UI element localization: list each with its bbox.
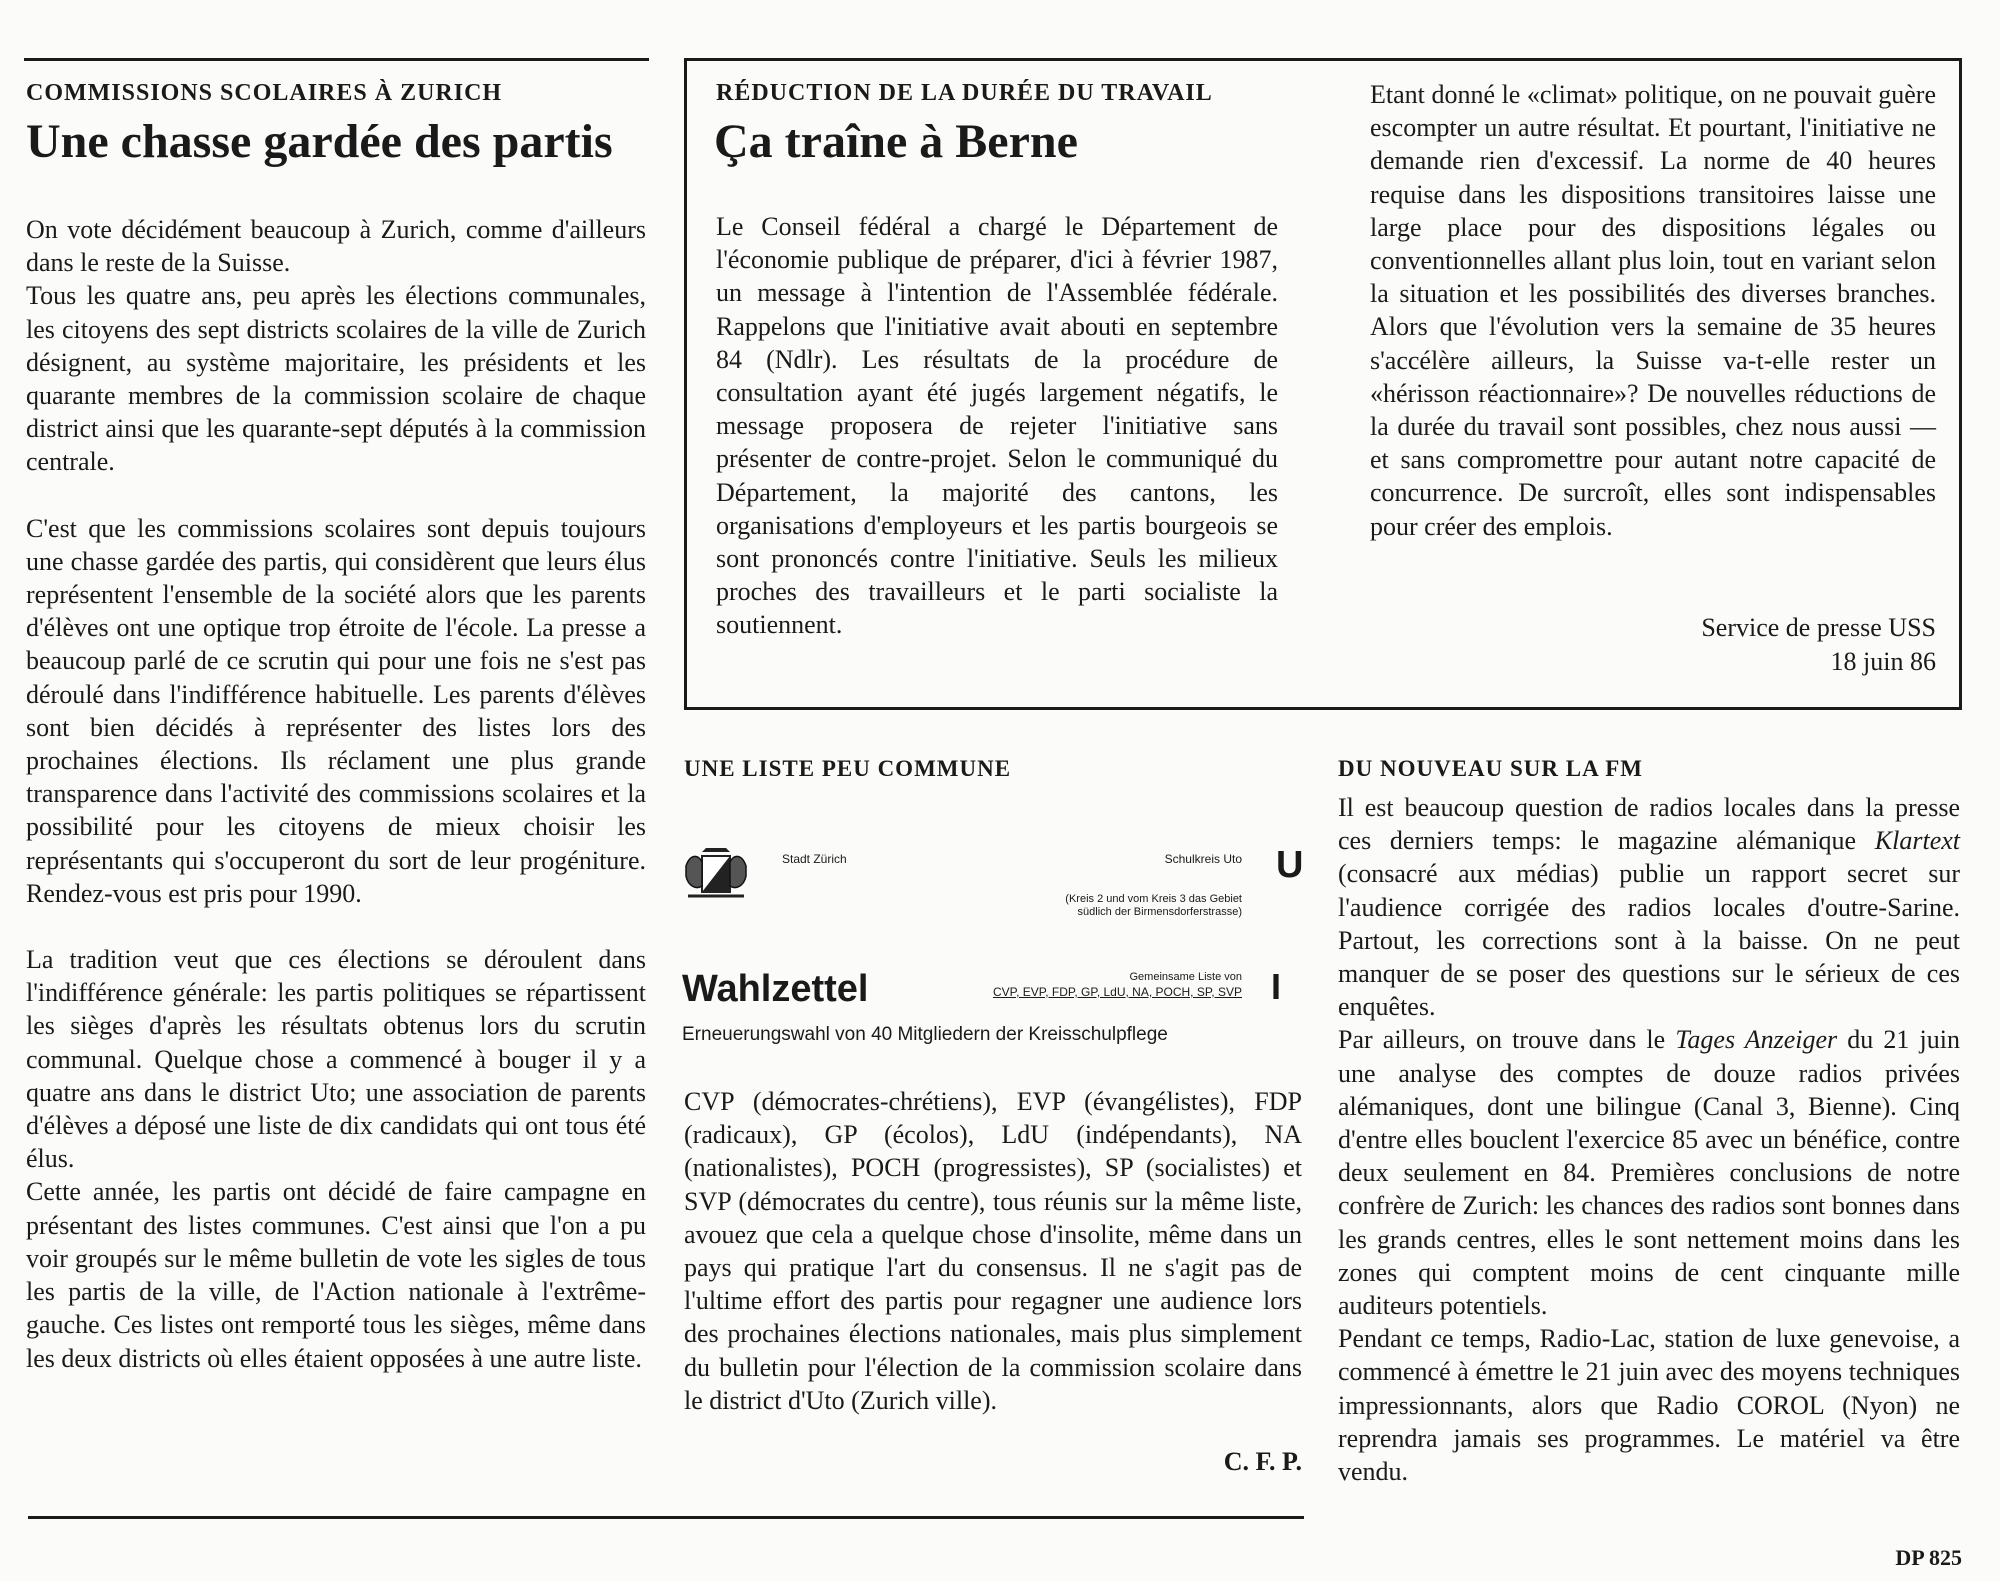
ballot-area-note-1: (Kreis 2 und vom Kreis 3 das Gebiet xyxy=(1065,893,1242,905)
right-paragraph: Pendant ce temps, Radio-Lac, station de luxe genevoise, a commencé à émettre le 21 juin avec des moyens techniques impressionnants, alors que Radio COROL (Nyon) ne reprendra jamais ses programmes. Le matériel va être vendu. xyxy=(1338,1324,1960,1487)
left-paragraph: On vote décidément beaucoup à Zurich, comme d'ailleurs dans le reste de la Suisse. xyxy=(26,215,646,278)
left-kicker: COMMISSIONS SCOLAIRES À ZURICH xyxy=(26,80,503,106)
right-paragraph: Il est beaucoup question de radios locales dans la presse ces derniers temps: le magazine alémanique Klartext (consacré aux médias) publie un rapport secret sur l'audience corrigée des radios locales d'outre-Sarine. Partout, les corrections sont à la baisse. On ne peut manquer de se poser des questions sur le sérieux de ces enquêtes. xyxy=(1338,793,1960,1022)
ballot-title: Wahlzettel xyxy=(682,968,869,1010)
ballot-letter: U xyxy=(1276,844,1304,886)
middle-body: CVP (démocrates-chrétiens), EVP (évangélistes), FDP (radicaux), GP (écolos), LdU (indépendants), NA (nationalistes), POCH (progressistes), SP (socialistes) et SVP (démocrates du centre), tous réunis sur la même liste, avouez que cela a quelque chose d'insolite, même dans un pays qui pratique l'art du consensus. Il ne s'agit pas de l'ultime effort des partis pour regagner une audience lors des prochaines élections nationales, mais plus simplement du bulletin pour l'élection de la commission scolaire dans le district d'Uto (Zurich ville). xyxy=(684,1087,1302,1415)
middle-signature: C. F. P. xyxy=(1223,1447,1302,1476)
right-body xyxy=(1338,791,1960,1488)
ballot-subtitle: Erneuerungswahl von 40 Mitgliedern der Kreisschulpflege xyxy=(682,1024,1168,1045)
left-paragraph: Cette année, les partis ont décidé de faire campagne en présentant des listes communes. C'est ainsi que l'on a pu voir groupés sur le même bulletin de vote les sigles de tous les partis de la ville, de l'Action nationale à l'extrême-gauche. Ces listes ont remporté tous les sièges, même dans les deux districts où elles étaient opposées à une autre liste. xyxy=(26,1177,646,1373)
right-kicker: DU NOUVEAU SUR LA FM xyxy=(1338,756,1643,781)
box-headline: Ça traîne à Berne xyxy=(714,115,1078,168)
left-paragraph: C'est que les commissions scolaires sont depuis toujours une chasse gardée des partis, qui considèrent que leurs élus représentent l'ensemble de la société alors que les parents d'élèves ont une optique trop étroite de l'école. La presse a beaucoup parlé de ce scrutin qui pour une fois ne s'est pas déroulé dans l'indifférence habituelle. Les parents d'élèves sont bien décidés à représenter des listes lors des prochaines élections. Ils réclament une plus grande transparence dans l'activité des commissions scolaires et la possibilité pour les citoyens de mieux choisir les représentants qui s'occuperont du sort de leur progéniture. Rendez-vous est pris pour 1990. xyxy=(26,513,646,908)
ballot-parties: CVP, EVP, FDP, GP, LdU, NA, POCH, SP, SVP xyxy=(992,985,1242,999)
ballot-city: Stadt Zürich xyxy=(782,852,847,866)
ballot-district: Schulkreis Uto xyxy=(1164,852,1242,866)
box-source: Service de presse USS xyxy=(1701,613,1936,642)
klartext-title: Klartext xyxy=(1874,826,1960,856)
left-headline: Une chasse gardée des partis xyxy=(26,115,613,168)
left-paragraph: La tradition veut que ces élections se déroulent dans l'indifférence générale: les partis politiques se répartissent les sièges d'après les résultats obtenus lors du scrutin communal. Quelque chose a commencé à bouger il y a quatre ans dans le district Uto; une association de parents d'élèves a déposé une liste de dix candidats qui ont tous été élus. xyxy=(26,945,646,1174)
zurich-crest-icon xyxy=(682,846,750,900)
ballot-area-note-2: südlich der Birmensdorferstrasse) xyxy=(1077,906,1242,918)
bottom-rule xyxy=(28,1516,1304,1519)
page-reference: DP 825 xyxy=(1895,1545,1962,1570)
left-body xyxy=(26,213,646,1375)
box-col1: Le Conseil fédéral a chargé le Département de l'économie publique de préparer, d'ici à février 1987, un message à l'intention de l'Assemblée fédérale. Rappelons que l'initiative avait abouti en septembre 84 (Ndlr). Les résultats de la procédure de consultation ayant été jugés largement négatifs, le message proposera de rejeter l'initiative sans présenter de contre-projet. Selon le communiqué du Département, la majorité des cantons, les organisations d'employeurs et les partis bourgeois se sont prononcés contre l'initiative. Seuls les milieux proches des travailleurs et le parti socialiste la soutiennent. xyxy=(716,212,1278,640)
box-col2: Etant donné le «climat» politique, on ne pouvait guère escompter un autre résultat. Et pourtant, l'initiative ne demande rien d'excessif. La norme de 40 heures requise dans les dispositions transitoires laisse une large place pour des dispositions légales ou conventionnelles allant plus loin, tout en variant selon la situation et les possibilités des diverses branches. Alors que l'évolution vers la semaine de 35 heures s'accélère ailleurs, la Suisse va-t-elle rester un «hérisson réactionnaire»? De nouvelles réductions de la durée du travail sont possibles, chez nous aussi — et sans compromettre pour autant notre capacité de concurrence. De surcroît, elles sont indispensables pour créer des emplois. xyxy=(1370,80,1936,541)
ballot-image xyxy=(682,840,1310,1060)
box-date: 18 juin 86 xyxy=(1830,647,1936,676)
middle-kicker: UNE LISTE PEU COMMUNE xyxy=(684,756,1012,781)
top-rule-left xyxy=(24,58,649,61)
left-paragraph: Tous les quatre ans, peu après les élections communales, les citoyens des sept districts scolaires de la ville de Zurich désignent, au système majoritaire, les présidents et les quarante membres de la commission scolaire de chaque district ainsi que les quarante-sept députés à la commission centrale. xyxy=(26,281,646,477)
ballot-list-label: Gemeinsame Liste von xyxy=(1129,971,1242,983)
ballot-list-number: I xyxy=(1270,966,1281,1007)
right-paragraph: Par ailleurs, on trouve dans le Tages Anzeiger du 21 juin une analyse des comptes de douze radios privées alémaniques, dont une bilingue (Canal 3, Bienne). Cinq d'entre elles bouclent l'exercice 85 avec un bénéfice, contre deux seulement en 84. Premières conclusions de notre confrère de Zurich: les chances des radios sont bonnes dans les grands centres, elles le sont nettement moins dans les zones qui comptent moins de cent cinquante mille auditeurs potentiels. xyxy=(1338,1025,1961,1321)
tages-anzeiger-title: Tages Anzeiger xyxy=(1675,1025,1838,1055)
box-kicker: RÉDUCTION DE LA DURÉE DU TRAVAIL xyxy=(716,80,1213,106)
